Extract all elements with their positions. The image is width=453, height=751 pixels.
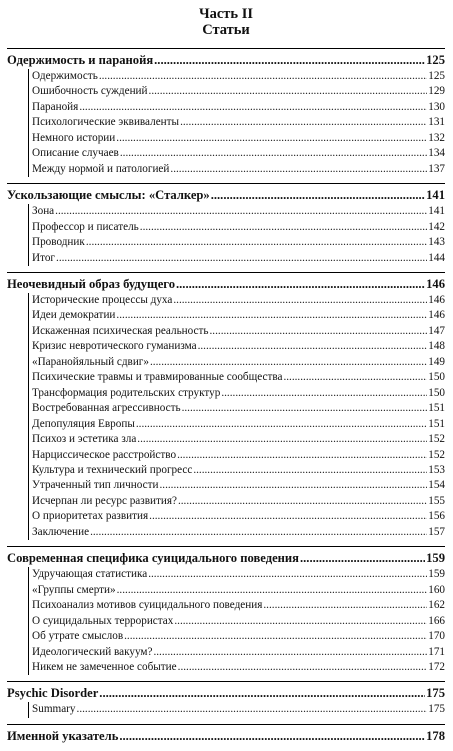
section-title: Одержимость и паранойя — [7, 53, 154, 67]
dot-leader — [211, 186, 425, 204]
dot-leader — [117, 583, 428, 598]
subentry-page-number: 150 — [428, 386, 445, 399]
subentry-title: Одержимость — [32, 70, 98, 82]
toc-section-entry[interactable] — [7, 186, 445, 204]
subentry-page-number: 175 — [428, 703, 445, 716]
dot-leader — [263, 598, 427, 613]
toc-subentry[interactable] — [28, 583, 445, 598]
subentry-page-number: 147 — [428, 324, 445, 337]
section-page-number: 141 — [426, 188, 445, 203]
dot-leader — [174, 614, 427, 629]
toc-subentry[interactable] — [28, 401, 445, 416]
subentry-page-number: 125 — [428, 70, 445, 82]
dot-leader — [182, 401, 428, 416]
subentry-title: «Паранойяльный сдвиг» — [32, 355, 149, 368]
toc-subentry[interactable] — [28, 293, 445, 308]
subentry-page-number: 148 — [428, 340, 445, 353]
dot-leader — [150, 355, 427, 370]
section-title: Современная специфика суицидального поведения — [7, 551, 299, 566]
subentry-title: Культура и технический прогресс — [32, 463, 193, 476]
dot-leader — [148, 567, 427, 582]
part-heading: Часть II — [198, 6, 254, 22]
subentry-page-number: 151 — [428, 402, 445, 415]
toc-subentry[interactable] — [28, 251, 445, 266]
toc-subentry[interactable] — [28, 339, 445, 354]
toc-subentry[interactable] — [28, 146, 445, 161]
subentry-title: Утраченный тип личности — [32, 479, 159, 492]
toc-section — [7, 48, 445, 177]
dot-leader — [221, 386, 427, 401]
dot-leader — [124, 629, 427, 644]
section-title: Ускользающие смыслы: «Сталкер» — [7, 188, 210, 203]
dot-leader — [300, 549, 425, 567]
subentry-title: Заключение — [32, 525, 90, 538]
section-page-number: 175 — [426, 686, 445, 701]
subentry-page-number: 131 — [428, 116, 445, 129]
toc-subentry[interactable] — [28, 84, 445, 99]
toc-sections — [7, 48, 445, 745]
subentry-page-number: 134 — [428, 147, 445, 160]
subentry-title: Психоанализ мотивов суицидального поведения — [32, 599, 263, 612]
subentry-title: Зона — [32, 205, 55, 218]
dot-leader — [149, 509, 427, 524]
toc-subentry[interactable] — [28, 355, 445, 370]
subentry-page-number: 132 — [428, 131, 445, 144]
dot-leader — [198, 339, 428, 354]
subentry-title: Об утрате смыслов — [32, 630, 124, 643]
toc-section — [7, 272, 445, 540]
subentry-page-number: 159 — [428, 568, 445, 581]
toc-subentry[interactable] — [28, 598, 445, 613]
subentry-page-number: 155 — [428, 494, 445, 507]
dot-leader — [137, 432, 427, 447]
toc-subentry[interactable] — [28, 448, 445, 463]
subentry-page-number: 166 — [428, 614, 445, 627]
toc-subentry[interactable] — [28, 131, 445, 146]
toc-subentry[interactable] — [28, 478, 445, 493]
dot-leader — [56, 251, 427, 266]
toc-section-entry[interactable] — [7, 51, 445, 69]
subentry-page-number: 146 — [428, 309, 445, 322]
subentry-title: О приоритетах развития — [32, 510, 149, 523]
subentry-title: Трансформация родительских структур — [32, 386, 221, 399]
subentry-title: «Группы смерти» — [32, 583, 116, 596]
dot-leader — [90, 525, 427, 540]
dot-leader — [173, 293, 427, 308]
subentry-page-number: 172 — [428, 660, 445, 673]
subentry-page-number: 171 — [428, 645, 445, 658]
toc-section — [7, 681, 445, 717]
toc-section-entry[interactable] — [7, 727, 445, 745]
dot-leader — [116, 131, 427, 146]
subentry-page-number: 141 — [428, 205, 445, 218]
subentry-title: Немного истории — [32, 131, 116, 144]
subentry-title: Исчерпан ли ресурс развития? — [32, 494, 177, 507]
subentry-page-number: 157 — [428, 525, 445, 538]
subentry-title: Никем не замеченное событие — [32, 660, 177, 673]
toc-subentry[interactable] — [28, 115, 445, 130]
section-page-number: 125 — [426, 53, 445, 67]
subentry-title: Удручающая статистика — [32, 568, 148, 581]
subentry-page-number: 149 — [428, 355, 445, 368]
dot-leader — [140, 220, 427, 235]
subentry-page-number: 142 — [428, 220, 445, 233]
subentry-page-number: 154 — [428, 479, 445, 492]
toc-subentry[interactable] — [28, 204, 445, 219]
subentry-page-number: 170 — [428, 630, 445, 643]
dot-leader — [178, 660, 428, 675]
subentry-title: Депопуляция Европы — [32, 417, 135, 430]
toc-subentry[interactable] — [28, 645, 445, 660]
subentry-title: Психологические эквиваленты — [32, 116, 180, 129]
subentry-title: Психоз и эстетика зла — [32, 433, 137, 446]
toc-section — [7, 546, 445, 675]
dot-leader — [116, 308, 427, 323]
toc-subentry[interactable] — [28, 69, 445, 84]
toc-subentry[interactable] — [28, 308, 445, 323]
toc-subentry[interactable] — [28, 220, 445, 235]
dot-leader — [159, 478, 427, 493]
dot-leader — [180, 115, 427, 130]
toc-subentry[interactable] — [28, 629, 445, 644]
dot-leader — [178, 494, 427, 509]
subentry-page-number: 150 — [428, 371, 445, 384]
toc-subentry[interactable] — [28, 494, 445, 509]
section-title: Psychic Disorder — [7, 686, 99, 701]
subentry-page-number: 144 — [428, 251, 445, 264]
toc-header — [7, 6, 445, 38]
subentry-title: О суицидальных террористах — [32, 614, 174, 627]
dot-leader — [153, 645, 427, 660]
subentry-title: Профессор и писатель — [32, 220, 139, 233]
toc-subentry[interactable] — [28, 417, 445, 432]
section-page-number: 178 — [426, 728, 445, 743]
dot-leader — [149, 84, 428, 99]
toc-subentry[interactable] — [28, 235, 445, 250]
part-subtitle: Статьи — [202, 22, 250, 38]
toc-page — [7, 0, 445, 751]
section-page-number: 146 — [426, 276, 445, 291]
subentry-title: Исторические процессы духа — [32, 293, 173, 306]
dot-leader — [77, 702, 428, 717]
subentry-title: Паранойя — [32, 100, 79, 113]
subentry-page-number: 129 — [428, 85, 445, 98]
subentry-title: Описание случаев — [32, 147, 119, 160]
subentry-page-number: 130 — [428, 100, 445, 113]
toc-subentry[interactable] — [28, 386, 445, 401]
dot-leader — [154, 51, 425, 69]
subentry-title: Психические травмы и травмированные сообщества — [32, 371, 283, 384]
dot-leader — [176, 275, 425, 293]
toc-subentry[interactable] — [28, 567, 445, 582]
subentry-page-number: 156 — [428, 510, 445, 523]
dot-leader — [119, 727, 425, 745]
subentry-page-number: 160 — [428, 583, 445, 596]
subentry-title: Искаженная психическая реальность — [32, 324, 209, 337]
subentry-page-number: 152 — [428, 433, 445, 446]
subentry-title: Востребованная агрессивность — [32, 402, 181, 415]
subentry-title: Нарциссическое расстройство — [32, 448, 177, 461]
subentry-page-number: 143 — [428, 236, 445, 249]
subentry-title: Кризис невротического гуманизма — [32, 340, 197, 353]
dot-leader — [177, 448, 427, 463]
subentry-title: Идеологический вакуум? — [32, 645, 153, 658]
dot-leader — [86, 235, 427, 250]
dot-leader — [79, 100, 427, 115]
subentry-page-number: 152 — [428, 448, 445, 461]
toc-subentry[interactable] — [28, 660, 445, 675]
subentry-page-number: 162 — [428, 599, 445, 612]
toc-section-entry[interactable] — [7, 275, 445, 293]
toc-section — [7, 183, 445, 266]
dot-leader — [170, 162, 427, 177]
toc-subentry[interactable] — [28, 162, 445, 177]
toc-subentry[interactable] — [28, 509, 445, 524]
toc-subentry[interactable] — [28, 463, 445, 478]
toc-section-entry[interactable] — [7, 549, 445, 567]
dot-leader — [210, 324, 428, 339]
section-title: Неочевидный образ будущего — [7, 276, 175, 291]
dot-leader — [283, 370, 427, 385]
toc-subentry[interactable] — [28, 702, 445, 717]
dot-leader — [99, 69, 427, 84]
toc-subentry[interactable] — [28, 614, 445, 629]
toc-subentry[interactable] — [28, 525, 445, 540]
dot-leader — [120, 146, 427, 161]
toc-section-entry[interactable] — [7, 684, 445, 702]
subentry-title: Ошибочность суждений — [32, 85, 148, 98]
subentry-page-number: 146 — [428, 293, 445, 306]
dot-leader — [193, 463, 427, 478]
toc-subentry[interactable] — [28, 100, 445, 115]
subentry-page-number: 153 — [428, 463, 445, 476]
subentry-title: Проводник — [32, 236, 85, 249]
subentry-title: Идеи демократии — [32, 309, 116, 322]
dot-leader — [136, 417, 427, 432]
toc-section — [7, 724, 445, 745]
dot-leader — [99, 684, 425, 702]
subentry-title: Итог — [32, 251, 56, 264]
subentry-title: Summary — [32, 703, 76, 716]
toc-subentry[interactable] — [28, 432, 445, 447]
section-page-number: 159 — [426, 551, 445, 566]
toc-subentry[interactable] — [28, 370, 445, 385]
section-title: Именной указатель — [7, 728, 119, 743]
subentry-title: Между нормой и патологией — [32, 162, 170, 175]
dot-leader — [55, 204, 427, 219]
toc-subentry[interactable] — [28, 324, 445, 339]
subentry-page-number: 137 — [428, 162, 445, 175]
subentry-page-number: 151 — [428, 417, 445, 430]
